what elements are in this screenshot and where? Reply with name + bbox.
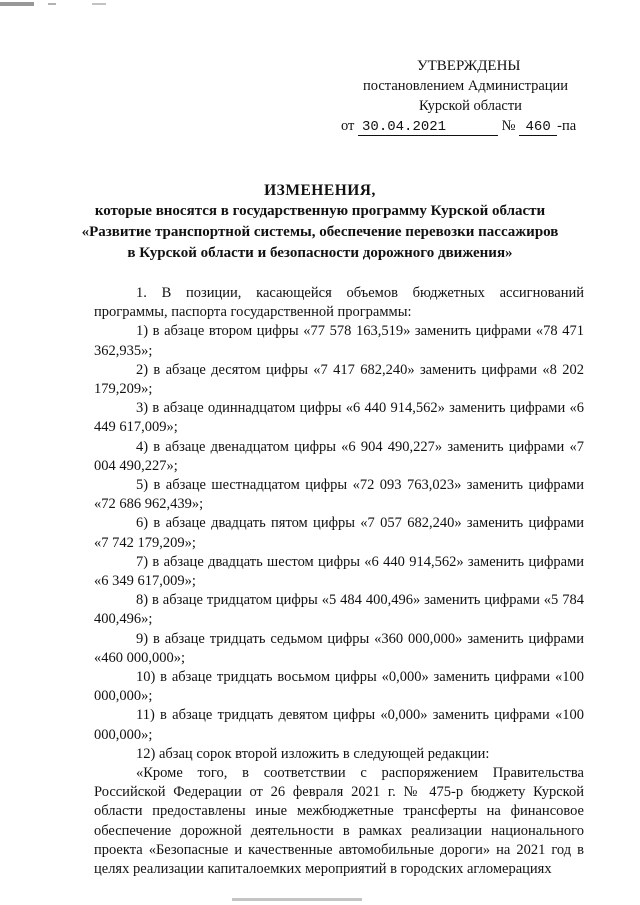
- title-line: которые вносятся в государственную программу Курской области: [94, 203, 546, 219]
- scan-artifact-top: [92, 3, 106, 5]
- title-line: «Развитие транспортной системы, обеспечение перевозки пассажиров: [81, 224, 559, 240]
- resolution-label: постановлением Администрации: [363, 78, 569, 94]
- paragraph: 8) в абзаце тридцатом цифры «5 484 400,496» заменить цифрами «5 784 400,496»;: [94, 592, 584, 628]
- paragraph: 9) в абзаце тридцать седьмом цифры «360 000,000» заменить цифрами «460 000,000»;: [94, 630, 584, 666]
- title-line: в Курской области и безопасности дорожного движения»: [127, 245, 513, 261]
- paragraph: 10) в абзаце тридцать восьмом цифры «0,000» заменить цифрами «100 000,000»;: [94, 669, 584, 705]
- approved-label: УТВЕРЖДЕНЫ: [417, 58, 521, 74]
- paragraph: 1. В позиции, касающейся объемов бюджетных ассигнований программы, паспорта государственной программы:: [94, 285, 584, 321]
- date-number-line: [333, 116, 585, 136]
- document-title: [70, 180, 570, 264]
- title-heading: ИЗМЕНЕНИЯ,: [264, 182, 376, 199]
- paragraph: 4) в абзаце двенадцатом цифры «6 904 490,227» заменить цифрами «7 004 490,227»;: [94, 438, 584, 474]
- date-prefix: от: [341, 118, 355, 134]
- paragraph: «Кроме того, в соответствии с распоряжением Правительства Российской Федерации от 26 февраля 2021 г. № 475-р бюджету Курской области предоставлены иные межбюджетные трансферты на финансовое обеспечение дорожной деятельности в рамках реализации национального проекта «Безопасные и качественные автомобильные дороги» на 2021 год в целях реализации капиталоемких мероприятий в городских агломерациях: [94, 765, 584, 878]
- paragraph: 5) в абзаце шестнадцатом цифры «72 093 763,023» заменить цифрами «72 686 962,439»;: [94, 477, 584, 513]
- document-body: [94, 284, 584, 879]
- paragraph: 11) в абзаце тридцать девятом цифры «0,000» заменить цифрами «100 000,000»;: [94, 707, 584, 743]
- approval-block: [333, 56, 585, 136]
- region-label: Курской области: [419, 98, 522, 114]
- number-prefix: №: [501, 118, 516, 134]
- paragraph: 1) в абзаце втором цифры «77 578 163,519» заменить цифрами «78 471 362,935»;: [94, 323, 584, 359]
- resolution-number: 460: [519, 119, 557, 136]
- paragraph: 7) в абзаце двадцать шестом цифры «6 440 914,562» заменить цифрами «6 349 617,009»;: [94, 553, 584, 590]
- paragraph: 2) в абзаце десятом цифры «7 417 682,240» заменить цифрами «8 202 179,209»;: [94, 361, 584, 398]
- paragraph: 3) в абзаце одиннадцатом цифры «6 440 914,562» заменить цифрами «6 449 617,009»;: [94, 400, 584, 436]
- paragraph: 12) абзац сорок второй изложить в следующей редакции:: [136, 745, 490, 762]
- scan-artifact-top: [48, 3, 56, 5]
- scan-artifact-top: [0, 2, 34, 6]
- scan-artifact-bottom: [232, 898, 362, 901]
- number-suffix: -па: [557, 118, 577, 134]
- resolution-date: 30.04.2021: [358, 119, 498, 136]
- paragraph: 6) в абзаце двадцать пятом цифры «7 057 682,240» заменить цифрами «7 742 179,209»;: [94, 515, 584, 551]
